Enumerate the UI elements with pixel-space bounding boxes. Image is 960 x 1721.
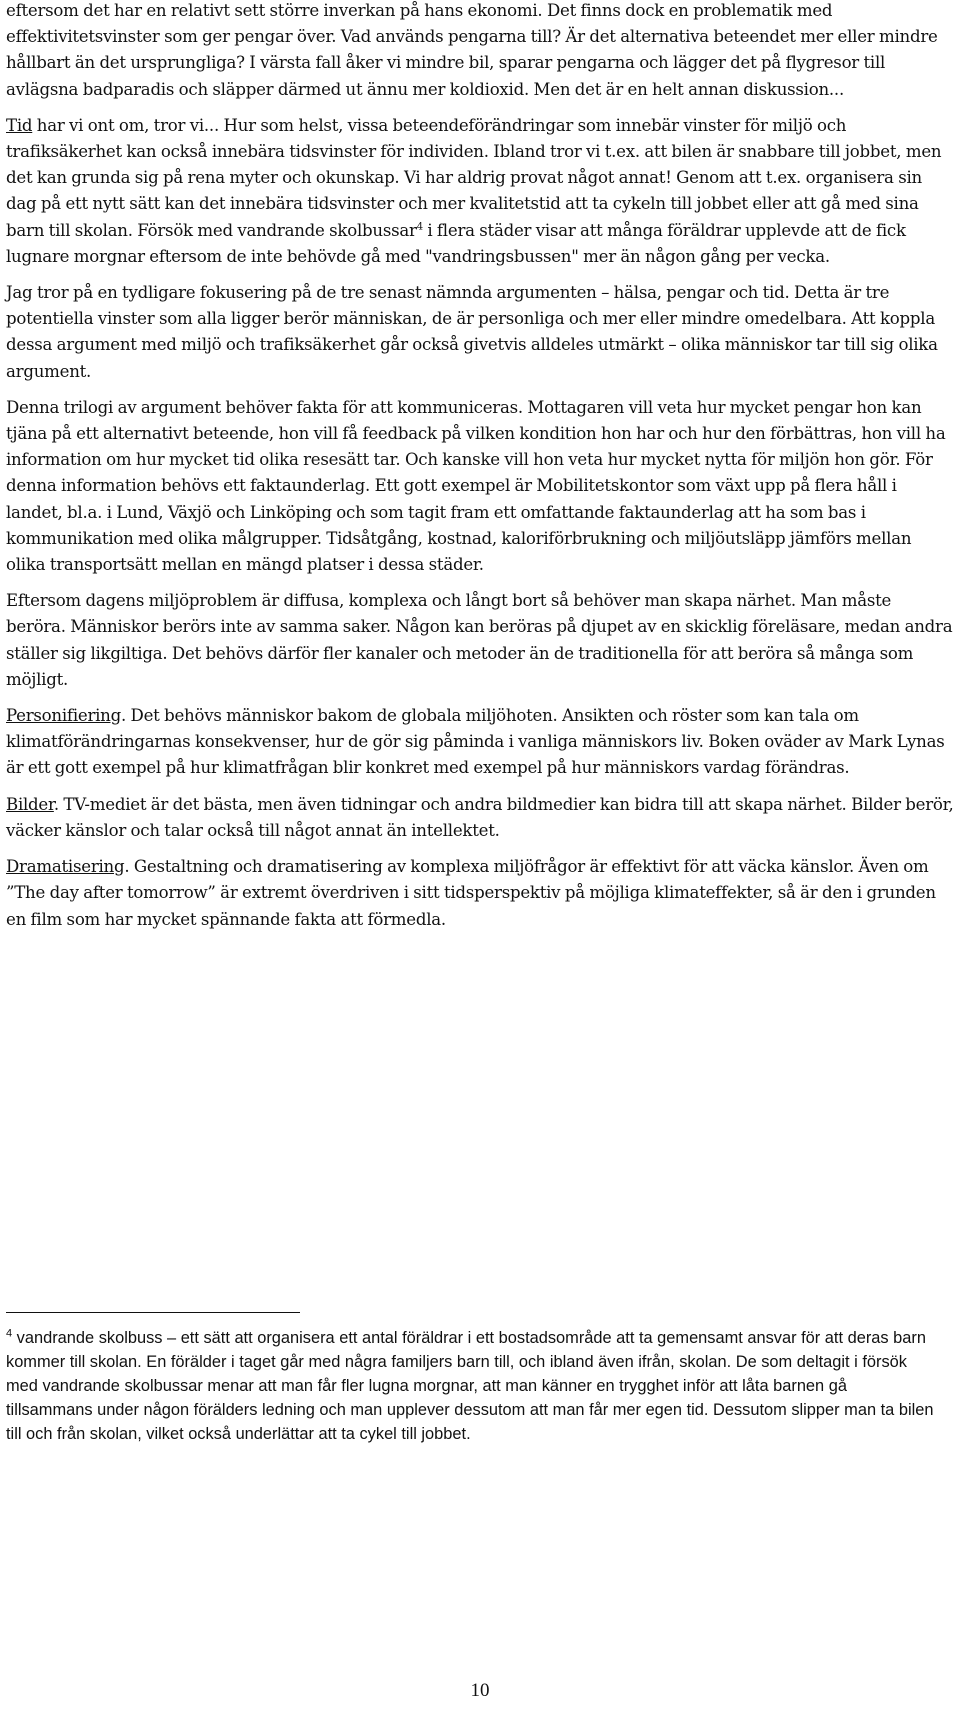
footnote-separator	[6, 1312, 300, 1313]
paragraph-text: Jag tror på en tydligare fokusering på de tre senast nämnda argumenten – hälsa, pengar och tid. Detta är tre potentiella vinster som alla ligger berör människan, de är personliga och mer eller mindre omedelbara. Att koppla dessa argument med miljö och trafiksäkerhet går också givetvis alldeles utmärkt – olika människor tar till sig olika argument.	[6, 283, 938, 381]
footnote	[6, 1326, 936, 1446]
paragraph-economy	[6, 0, 954, 103]
footnote-marker: 4	[6, 1327, 13, 1340]
paragraph-text: eftersom det har en relativt sett större inverkan på hans ekonomi. Det finns dock en problematik med effektivitetsvinster som ger pengar över. Vad används pengarna till? Är det alternativa beteendet mer eller mindre hållbart än det ursprungliga? I värsta fall åker vi mindre bil, sparar pengarna och lägger det på flygresor till avlägsna badparadis och släpper därmed ut ännu mer koldioxid. Men det är en helt annan diskussion...	[6, 1, 938, 99]
paragraph-trilogy	[6, 395, 954, 578]
paragraph-images	[6, 792, 954, 844]
paragraph-closeness	[6, 588, 954, 693]
body-text	[6, 0, 954, 933]
paragraph-time	[6, 113, 954, 270]
paragraph-dramatization	[6, 854, 954, 933]
page-number: 10	[470, 1680, 490, 1701]
paragraph-text: har vi ont om, tror vi... Hur som helst, vissa beteendeförändringar som innebär vinster för miljö och trafiksäkerhet kan också innebära tidsvinster för individen. Ibland tror vi t.ex. att bilen är snabbare till jobbet, men det kan grunda sig på rena myter och okunskap. Vi har aldrig provat något annat! Genom att t.ex. organisera sin dag på ett nytt sätt kan det innebära tidsvinster och mer kvalitetstid att ta cykeln till jobbet eller att gå med sina barn till skolan. Försök med vandrande skolbussar	[6, 115, 942, 240]
paragraph-text-continued: i flera städer visar att många föräldrar upplevde att de fick lugnare morgnar eftersom de inte behövde gå med "vandringsbussen" mer än någon gång per vecka.	[6, 220, 906, 266]
paragraph-text: Eftersom dagens miljöproblem är diffusa, komplexa och långt bort så behöver man skapa närhet. Man måste beröra. Människor berörs inte av samma saker. Någon kan beröras på djupet av en skicklig föreläsare, medan andra ställer sig likgiltiga. Det behövs därför fler kanaler och metoder än de traditionella för att beröra så många som möjligt.	[6, 591, 953, 689]
footnote-text: vandrande skolbuss – ett sätt att organisera ett antal föräldrar i ett bostadsområde att ta gemensamt ansvar för att deras barn kommer till skolan. En förälder i taget går med några familjers barn till, och ibland även ifrån, skolan. De som deltagit i försök med vandrande skolbussar menar att man får fler lugna morgnar, att man känner en trygghet inför att låta barnen gå tillsammans under någon förälders ledning och man upplever dessutom att man får mer egen tid. Dessutom slipper man ta bilen till och från skolan, vilket också underlättar att ta cykel till jobbet.	[6, 1329, 934, 1443]
paragraph-lead-term: Tid	[6, 115, 33, 135]
paragraph-text: . Det behövs människor bakom de globala miljöhoten. Ansikten och röster som kan tala om klimatförändringarnas konsekvenser, hur de gör sig påminda i vanliga människors liv. Boken oväder av Mark Lynas är ett gott exempel på hur klimatfrågan blir konkret med exempel på hur människors vardag förändras.	[6, 706, 945, 778]
paragraph-personification	[6, 703, 954, 782]
paragraph-lead-term: Personifiering	[6, 706, 121, 726]
paragraph-text: . Gestaltning och dramatisering av komplexa miljöfrågor är effektivt för att väcka känslor. Även om ”The day after tomorrow” är extremt överdriven i sitt tidsperspektiv på möjliga klimateffekter, så är den i grunden en film som har mycket spännande fakta att förmedla.	[6, 857, 936, 929]
paragraph-lead-term: Dramatisering	[6, 857, 125, 877]
paragraph-lead-term: Bilder	[6, 794, 54, 814]
footnote-reference: 4	[416, 221, 423, 233]
paragraph-text: . TV-mediet är det bästa, men även tidningar och andra bildmedier kan bidra till att skapa närhet. Bilder berör, väcker känslor och talar också till något annat än intellektet.	[6, 794, 954, 840]
paragraph-focus	[6, 280, 954, 385]
paragraph-text: Denna trilogi av argument behöver fakta för att kommuniceras. Mottagaren vill veta hur mycket pengar hon kan tjäna på ett alternativt beteende, hon vill få feedback på vilken kondition hon har och hur den förbättras, hon vill ha information om hur mycket tid olika resesätt tar. Och kanske vill hon veta hur mycket nytta för miljön hon gör. För denna information behövs ett faktaunderlag. Ett gott exempel är Mobilitetskontor som växt upp på flera håll i landet, bl.a. i Lund, Växjö och Linköping och som tagit fram ett omfattande faktaunderlag att ha som bas i kommunikation med olika målgrupper. Tidsåtgång, kostnad, kaloriförbrukning och miljöutsläpp jämförs mellan olika transportsätt mellan en mängd platser i dessa städer.	[6, 397, 946, 575]
